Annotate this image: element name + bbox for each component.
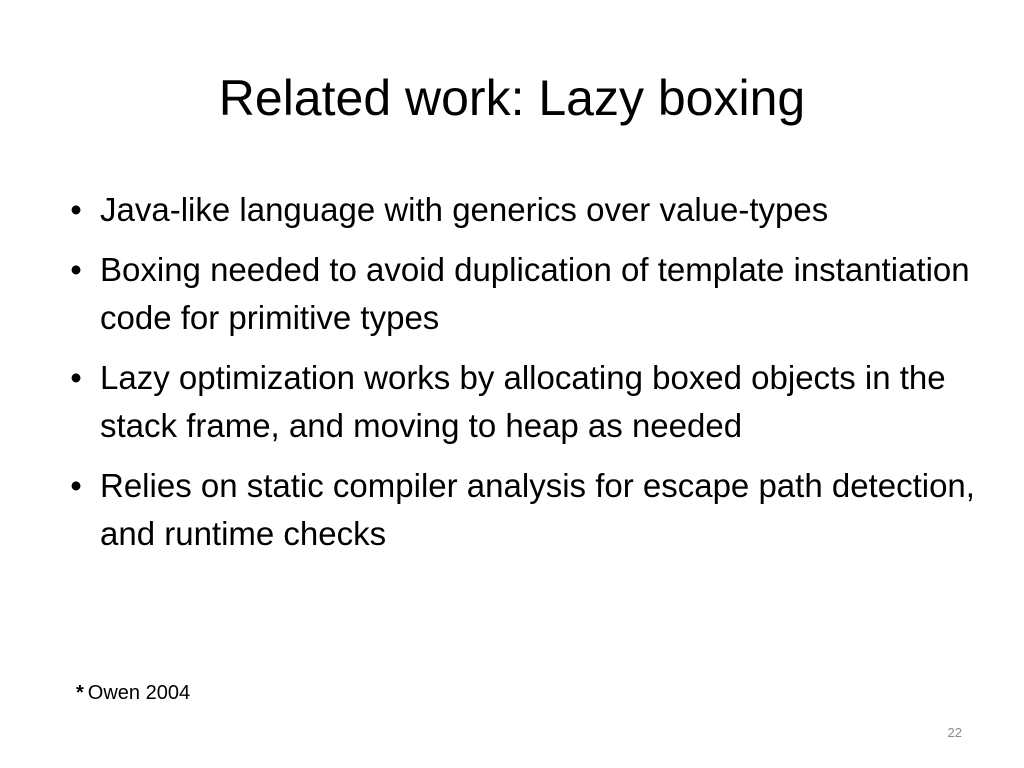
bullet-item — [56, 186, 986, 234]
slide-number: 22 — [947, 725, 962, 740]
bullet-icon: • — [70, 359, 82, 396]
slide-title: Related work: Lazy boxing — [218, 70, 806, 126]
bullet-text: Relies on static compiler analysis for escape path detection, and runtime checks — [100, 467, 975, 552]
bullet-item — [56, 246, 986, 342]
bullet-item — [56, 354, 986, 450]
footnote-marker: * — [76, 682, 84, 704]
bullet-icon: • — [70, 251, 82, 288]
bullet-text: Java-like language with generics over value-types — [100, 191, 829, 228]
footnote — [76, 680, 190, 706]
bullet-text: Lazy optimization works by allocating boxed objects in the stack frame, and moving to heap as needed — [100, 359, 946, 444]
bullet-item — [56, 462, 986, 558]
bullet-list — [56, 186, 986, 570]
bullet-icon: • — [70, 467, 82, 504]
bullet-text: Boxing needed to avoid duplication of template instantiation code for primitive types — [100, 251, 970, 336]
bullet-icon: • — [70, 191, 82, 228]
footnote-text: Owen 2004 — [87, 682, 191, 704]
